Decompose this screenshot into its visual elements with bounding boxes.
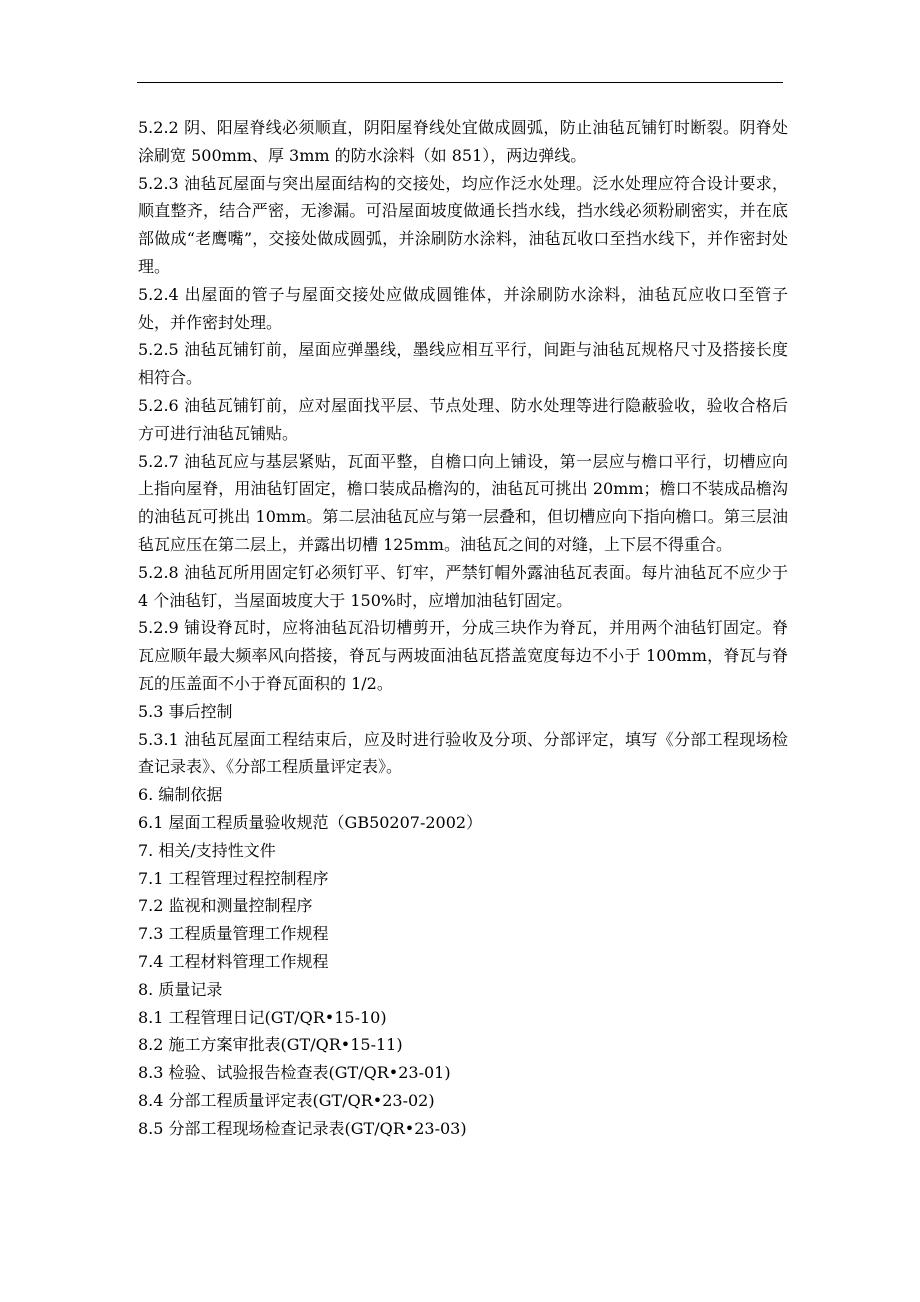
clause-8-4: 8.4 分部工程质量评定表(GT/QR•23-02) <box>138 1090 435 1110</box>
clause-8-3: 8.3 检验、试验报告检查表(GT/QR•23-01) <box>138 1063 451 1083</box>
clause-7-3: 7.3 工程质量管理工作规程 <box>138 924 329 944</box>
document-body <box>138 114 788 1142</box>
section-heading-5-3: 5.3 事后控制 <box>138 701 233 721</box>
clause-7-2: 7.2 监视和测量控制程序 <box>138 896 313 916</box>
clause-6-1: 6.1 屋面工程质量验收规范（GB50207-2002） <box>138 812 483 832</box>
clause-8-5: 8.5 分部工程现场检查记录表(GT/QR•23-03) <box>138 1118 467 1138</box>
clause-5-2-7: 5.2.7 油毡瓦应与基层紧贴，瓦面平整，自檐口向上铺设，第一层应与檐口平行，切槽应向上指向屋脊，用油毡钉固定，檐口装成品檐沟的，油毡瓦可挑出 20mm；檐口不装成品檐沟的油毡瓦可挑出 10mm。第二层油毡瓦应与第一层叠和，但切槽应向下指向檐口。第三层油毡瓦应压在第二层上，并露出切槽 125mm。油毡瓦之间的对缝，上下层不得重合。 <box>138 451 788 554</box>
clause-5-2-2: 5.2.2 阴、阳屋脊线必须顺直，阴阳屋脊线处宜做成圆弧，防止油毡瓦铺钉时断裂。阴脊处涂刷宽 500mm、厚 3mm 的防水涂料（如 851），两边弹线。 <box>138 118 788 165</box>
section-heading-6: 6. 编制依据 <box>138 785 223 805</box>
section-heading-7: 7. 相关/支持性文件 <box>138 840 276 860</box>
clause-8-1: 8.1 工程管理日记(GT/QR•15-10) <box>138 1007 387 1027</box>
clause-5-2-5: 5.2.5 油毡瓦铺钉前，屋面应弹墨线，墨线应相互平行，间距与油毡瓦规格尺寸及搭接长度相符合。 <box>138 340 788 388</box>
clause-7-1: 7.1 工程管理过程控制程序 <box>138 868 329 888</box>
clause-8-2: 8.2 施工方案审批表(GT/QR•15-11) <box>138 1035 403 1055</box>
clause-5-3-1: 5.3.1 油毡瓦屋面工程结束后，应及时进行验收及分项、分部评定，填写《分部工程现场检查记录表》、《分部工程质量评定表》。 <box>138 729 788 777</box>
header-rule <box>137 82 783 83</box>
clause-5-2-4: 5.2.4 出屋面的管子与屋面交接处应做成圆锥体，并涂刷防水涂料，油毡瓦应收口至管子处，并作密封处理。 <box>138 284 788 332</box>
clause-5-2-6: 5.2.6 油毡瓦铺钉前，应对屋面找平层、节点处理、防水处理等进行隐蔽验收，验收合格后方可进行油毡瓦铺贴。 <box>138 395 788 443</box>
clause-5-2-9: 5.2.9 铺设脊瓦时，应将油毡瓦沿切槽剪开，分成三块作为脊瓦，并用两个油毡钉固定。脊瓦应顺年最大频率风向搭接，脊瓦与两坡面油毡瓦搭盖宽度每边不小于 100mm，脊瓦与脊瓦的压盖面不小于脊瓦面积的 1/2。 <box>138 618 788 693</box>
clause-5-2-8: 5.2.8 油毡瓦所用固定钉必须钉平、钉牢，严禁钉帽外露油毡瓦表面。每片油毡瓦不应少于 4 个油毡钉，当屋面坡度大于 150%时，应增加油毡钉固定。 <box>138 562 788 610</box>
clause-5-2-3: 5.2.3 油毡瓦屋面与突出屋面结构的交接处，均应作泛水处理。泛水处理应符合设计要求，顺直整齐，结合严密，无渗漏。可沿屋面坡度做通长挡水线，挡水线必须粉刷密实，并在底部做成“老鹰嘴”，交接处做成圆弧，并涂刷防水涂料，油毡瓦收口至挡水线下，并作密封处理。 <box>138 173 788 276</box>
section-heading-8: 8. 质量记录 <box>138 979 223 999</box>
clause-7-4: 7.4 工程材料管理工作规程 <box>138 951 329 971</box>
